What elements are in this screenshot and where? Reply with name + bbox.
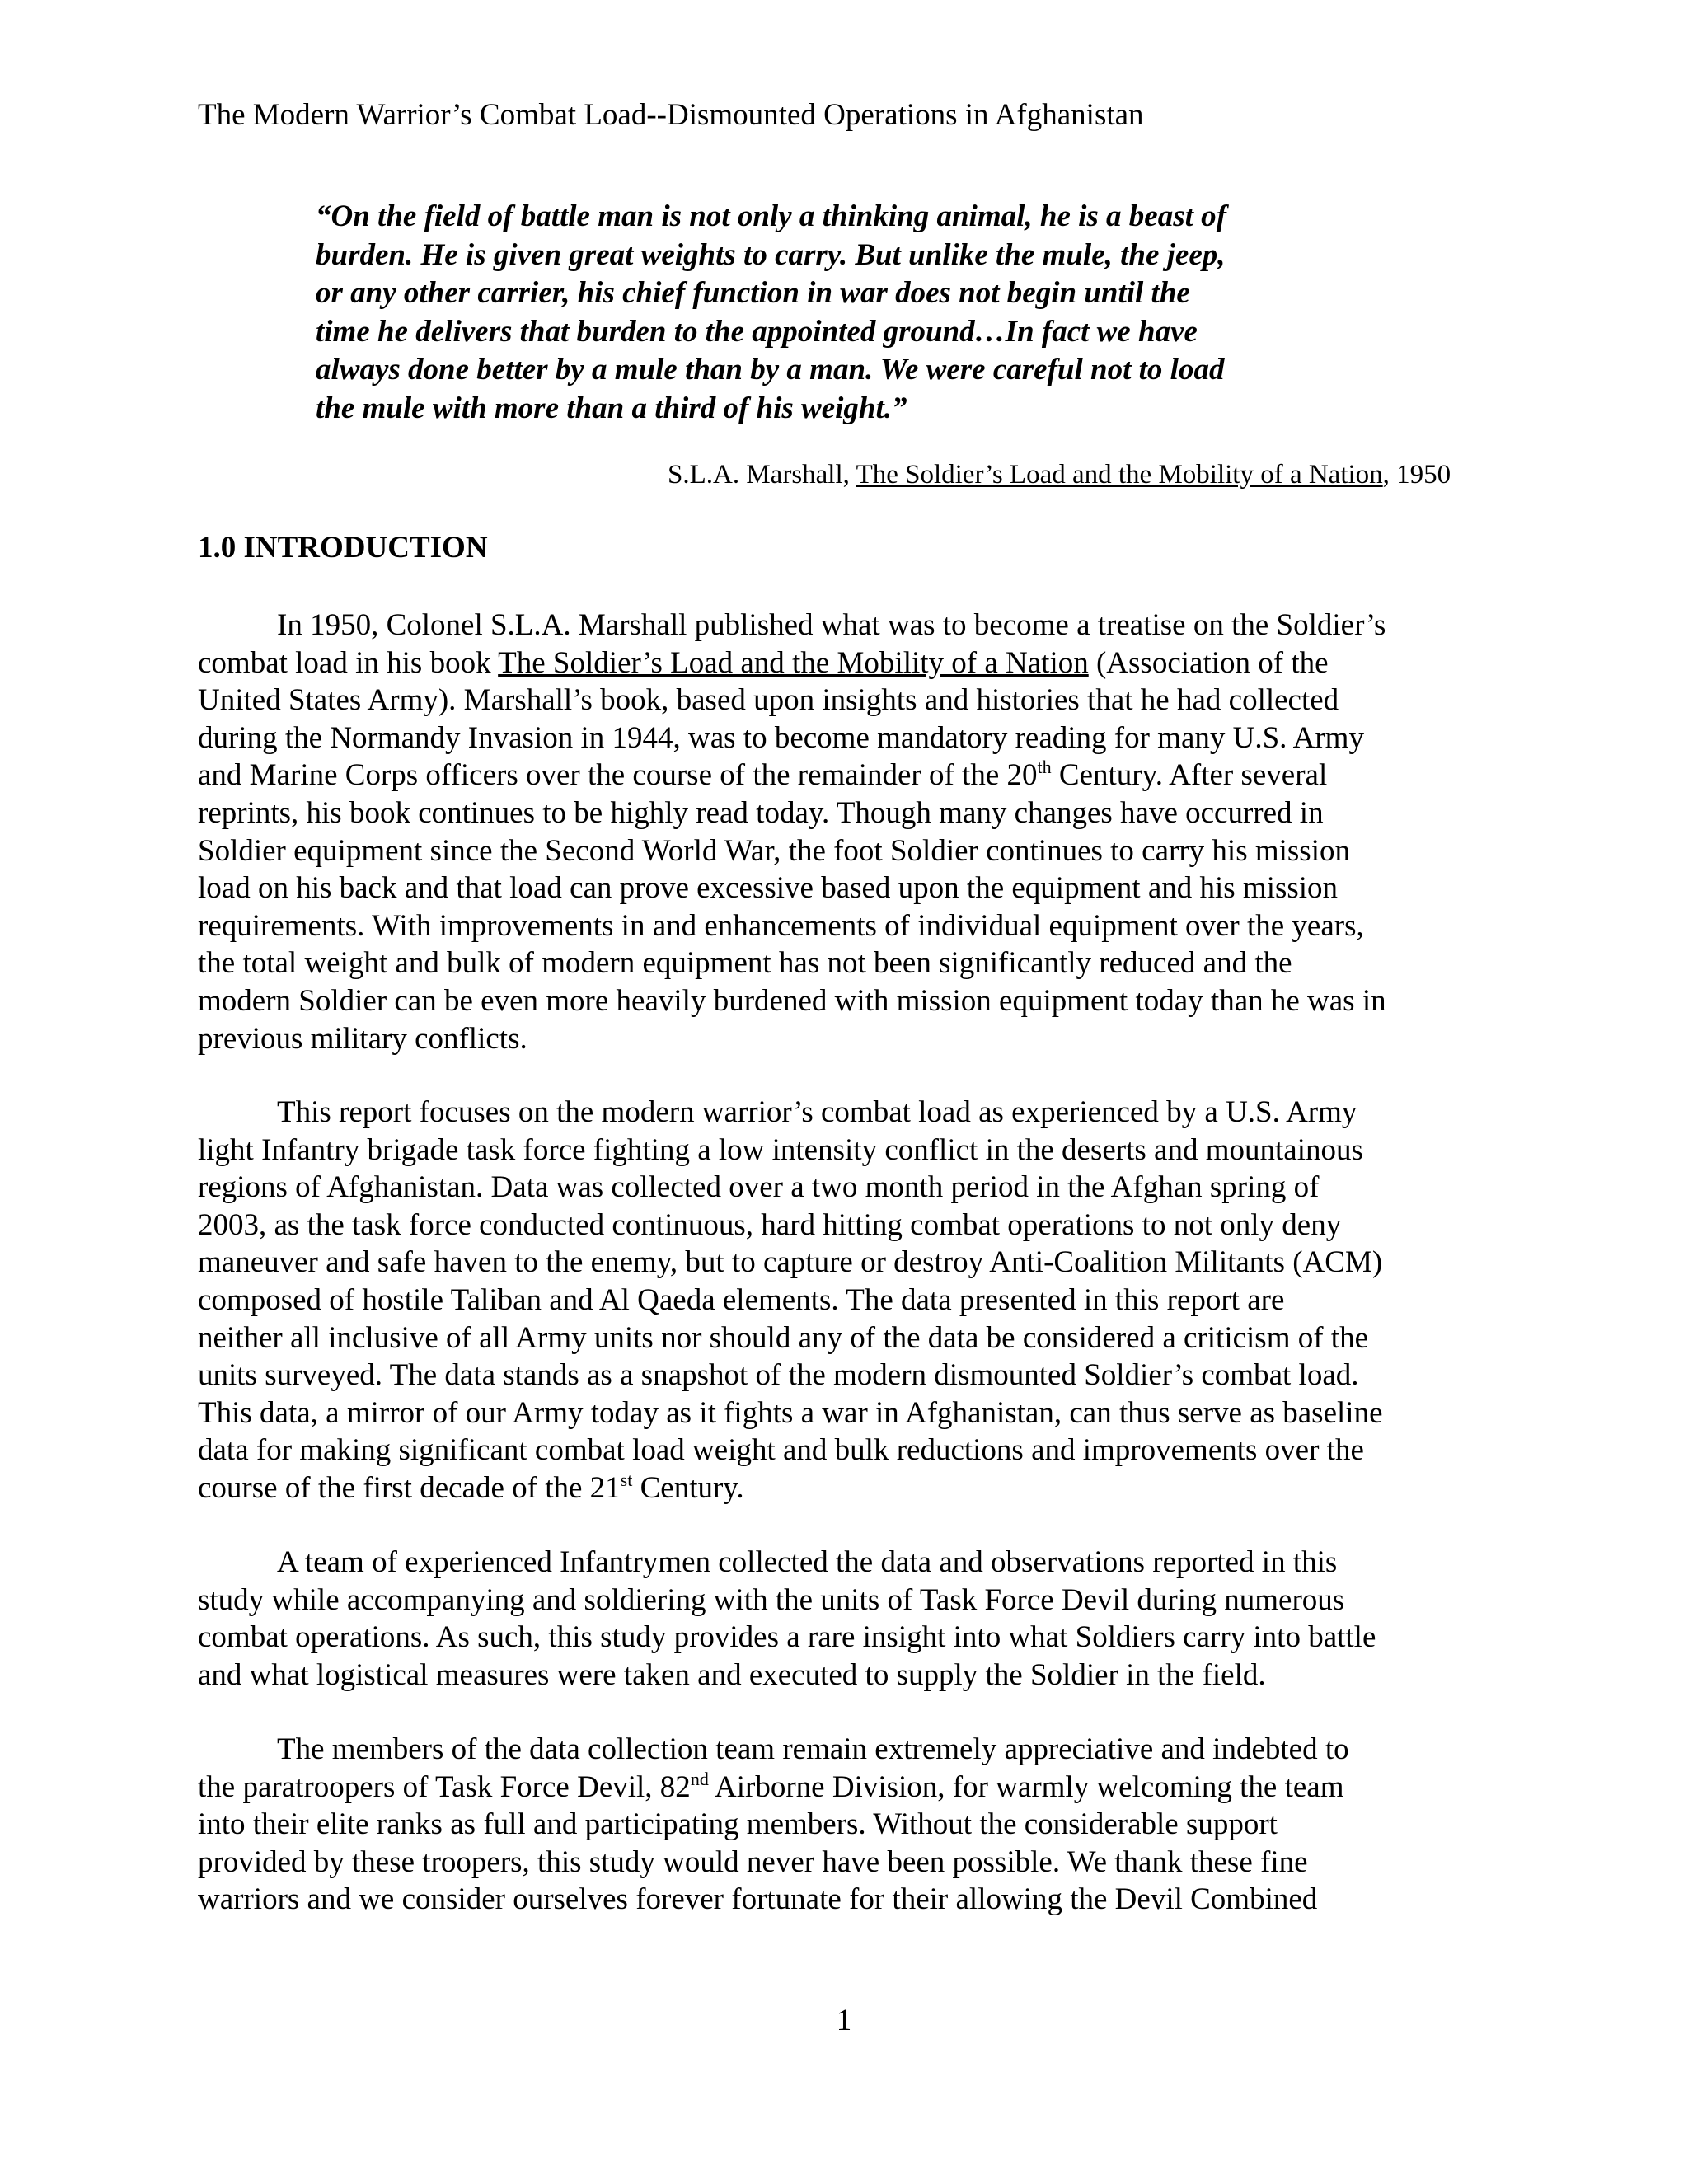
- paragraph-line: This data, a mirror of our Army today as it fights a war in Afghanistan, can thus serve as baseline: [198, 1395, 1383, 1430]
- paragraph-line: neither all inclusive of all Army units nor should any of the data be considered a criticism of the: [198, 1320, 1369, 1355]
- paragraph-line: data for making significant combat load weight and bulk reductions and improvements over the: [198, 1433, 1364, 1468]
- text-run: Century. After several: [1051, 758, 1328, 793]
- paragraph-line: load on his back and that load can prove excessive based upon the equipment and his mission: [198, 871, 1339, 906]
- page-number: 1: [836, 2004, 852, 2037]
- running-header: The Modern Warrior’s Combat Load--Dismounted Operations in Afghanistan: [198, 98, 1144, 132]
- ordinal-superscript: th: [1037, 757, 1052, 778]
- paragraph-line: study while accompanying and soldiering with the units of Task Force Devil during numerous: [198, 1582, 1345, 1617]
- section-heading: 1.0 INTRODUCTION: [198, 531, 488, 565]
- paragraph: [198, 1544, 1484, 1694]
- paragraph-line: warriors and we consider ourselves forever fortunate for their allowing the Devil Combined: [198, 1882, 1318, 1917]
- paragraph-line: [198, 757, 1484, 794]
- epigraph-line: the mule with more than a third of his weight.”: [316, 391, 907, 425]
- paragraph-line: Soldier equipment since the Second World War, the foot Soldier continues to carry his mission: [198, 833, 1350, 868]
- paragraph-line: 2003, as the task force conducted continuous, hard hitting combat operations to not only deny: [198, 1207, 1342, 1242]
- text-run: combat load in his book: [198, 645, 499, 680]
- paragraph-line: previous military conflicts.: [198, 1021, 528, 1056]
- paragraph-line: This report focuses on the modern warrior’s combat load as experienced by a U.S. Army: [277, 1095, 1357, 1129]
- text-run: the paratroopers of Task Force Devil, 82: [198, 1769, 691, 1804]
- epigraph-line: burden. He is given great weights to carry. But unlike the mule, the jeep,: [316, 237, 1226, 272]
- epigraph-line: time he delivers that burden to the appointed ground…In fact we have: [316, 314, 1198, 349]
- paragraph: [198, 607, 1484, 1057]
- text-run: course of the first decade of the 21: [198, 1470, 621, 1505]
- attribution-year: , 1950: [1382, 460, 1451, 490]
- ordinal-superscript: st: [620, 1469, 633, 1490]
- epigraph-quote: [316, 198, 1379, 428]
- paragraph-line: reprints, his book continues to be highly read today. Though many changes have occurred in: [198, 795, 1324, 830]
- epigraph-line: or any other carrier, his chief function in war does not begin until the: [316, 276, 1190, 310]
- paragraph-line: and what logistical measures were taken and executed to supply the Soldier in the field.: [198, 1657, 1266, 1692]
- paragraph-line: regions of Afghanistan. Data was collected over a two month period in the Afghan spring of: [198, 1170, 1320, 1205]
- attribution-book-title: The Soldier’s Load and the Mobility of a Nation: [856, 460, 1383, 490]
- epigraph-line: always done better by a mule than by a man. We were careful not to load: [316, 353, 1225, 387]
- paragraph-line: A team of experienced Infantrymen collected the data and observations reported in this: [277, 1545, 1338, 1579]
- text-run: and Marine Corps officers over the course of the remainder of the 20: [198, 758, 1038, 793]
- paragraph: [198, 1094, 1484, 1507]
- paragraph-line: [198, 1469, 1484, 1507]
- epigraph-line: “On the field of battle man is not only a thinking animal, he is a beast of: [316, 199, 1226, 233]
- paragraph-line: the total weight and bulk of modern equipment has not been significantly reduced and the: [198, 946, 1292, 981]
- paragraph-line: The members of the data collection team remain extremely appreciative and indebted to: [277, 1732, 1349, 1766]
- paragraph-line: modern Soldier can be even more heavily burdened with mission equipment today than he was in: [198, 983, 1386, 1018]
- book-title: The Soldier’s Load and the Mobility of a Nation: [498, 645, 1089, 680]
- paragraph-line: [198, 644, 1484, 682]
- paragraph-line: composed of hostile Taliban and Al Qaeda elements. The data presented in this report are: [198, 1282, 1285, 1317]
- paragraph-line: [198, 1769, 1484, 1807]
- text-run: (Association of the: [1088, 645, 1329, 680]
- paragraph-line: light Infantry brigade task force fighting a low intensity conflict in the deserts and mountainous: [198, 1132, 1363, 1167]
- paragraph-line: units surveyed. The data stands as a snapshot of the modern dismounted Soldier’s combat load.: [198, 1358, 1359, 1393]
- epigraph-attribution: [668, 458, 1451, 491]
- paragraph-line: maneuver and safe haven to the enemy, but to capture or destroy Anti-Coalition Militants (ACM): [198, 1245, 1383, 1280]
- paragraph-line: into their elite ranks as full and participating members. Without the considerable support: [198, 1807, 1278, 1842]
- paragraph-line: In 1950, Colonel S.L.A. Marshall published what was to become a treatise on the Soldier’s: [277, 608, 1386, 642]
- paragraph-line: United States Army). Marshall’s book, based upon insights and histories that he had collected: [198, 683, 1339, 718]
- paragraph-line: provided by these troopers, this study would never have been possible. We thank these fine: [198, 1844, 1308, 1879]
- paragraph: [198, 1731, 1484, 1919]
- attribution-author: S.L.A. Marshall,: [668, 460, 856, 490]
- paragraph-line: during the Normandy Invasion in 1944, was to become mandatory reading for many U.S. Army: [198, 720, 1364, 755]
- text-run: Airborne Division, for warmly welcoming the team: [708, 1769, 1344, 1804]
- paragraph-line: requirements. With improvements in and enhancements of individual equipment over the years,: [198, 908, 1364, 943]
- paragraph-line: combat operations. As such, this study provides a rare insight into what Soldiers carry into battle: [198, 1620, 1376, 1655]
- text-run: Century.: [632, 1470, 744, 1505]
- ordinal-superscript: nd: [690, 1768, 709, 1789]
